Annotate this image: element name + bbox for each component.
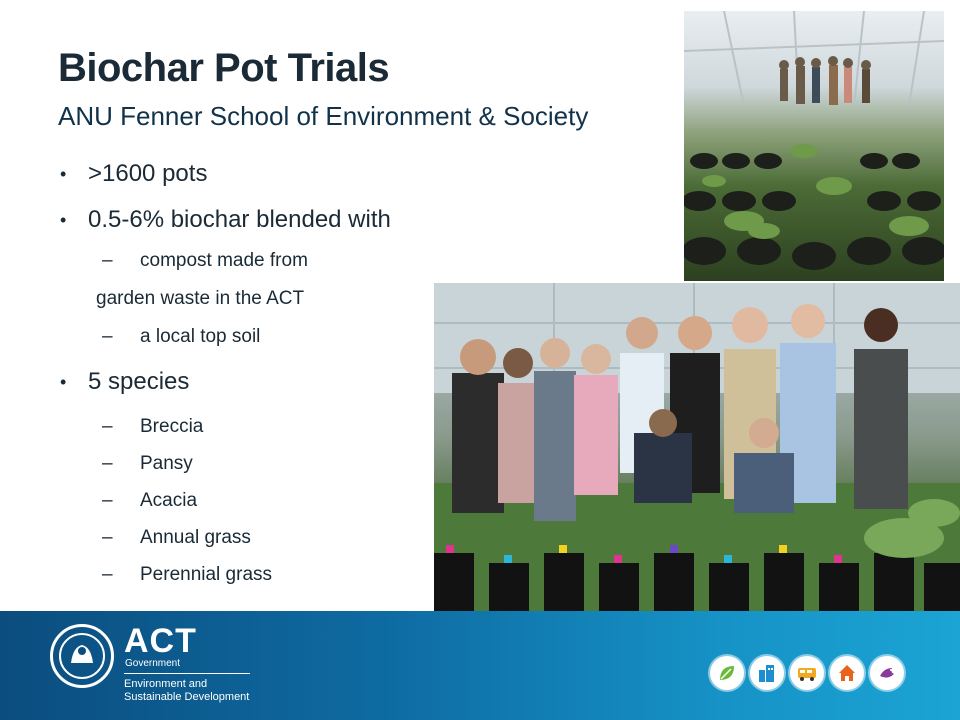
sub-bullet-text: Acacia: [140, 489, 198, 511]
dash-icon: –: [102, 326, 113, 347]
act-logo-text: ACT: [124, 622, 197, 660]
dash-icon: –: [102, 452, 113, 474]
theme-icon-row: [710, 656, 904, 690]
bullet-list: [58, 150, 438, 593]
bullet-item: [58, 356, 438, 408]
sub-bullet-text: a local top soil: [140, 326, 261, 347]
bullet-dot-icon: •: [60, 371, 67, 392]
bullet-item: [58, 150, 438, 198]
department-line-2: Sustainable Development: [124, 691, 250, 703]
continuation-text: garden waste in the ACT: [96, 288, 305, 309]
bullet-text: >1600 pots: [88, 160, 208, 187]
act-crest-icon: [50, 624, 114, 688]
sub-bullet-item: [102, 482, 438, 519]
buildings-icon: [750, 656, 784, 690]
sub-bullet-item: [102, 445, 438, 482]
bullet-dot-icon: •: [60, 209, 67, 230]
greenhouse-photo: [684, 11, 944, 281]
bullet-text: 5 species: [88, 368, 190, 395]
dash-icon: –: [102, 250, 113, 271]
slide-title: Biochar Pot Trials: [58, 46, 390, 90]
sub-bullet-text: Breccia: [140, 415, 204, 437]
sub-bullet-item: [102, 318, 438, 356]
dash-icon: –: [102, 526, 113, 548]
dash-icon: –: [102, 489, 113, 511]
government-text: Government: [125, 658, 181, 669]
slide-subtitle: ANU Fenner School of Environment & Society: [58, 101, 589, 131]
bird-icon: [870, 656, 904, 690]
department-name: [124, 678, 274, 704]
sub-bullet-item: [102, 242, 438, 280]
bullet-dot-icon: •: [60, 163, 67, 184]
department-line-1: Environment and: [124, 678, 208, 690]
leaf-icon: [710, 656, 744, 690]
house-icon: [830, 656, 864, 690]
sub-bullet-text: Pansy: [140, 452, 193, 474]
sub-bullet-item: [102, 408, 438, 445]
dash-icon: –: [102, 415, 113, 437]
research-team-photo: [434, 283, 960, 624]
bullet-text: 0.5-6% biochar blended with: [88, 206, 391, 233]
sub-bullet-text: Annual grass: [140, 526, 251, 548]
sub-bullet-item: [102, 556, 438, 593]
sub-bullet-item: [102, 519, 438, 556]
sub-bullet-text: compost made from: [140, 250, 308, 271]
dash-icon: –: [102, 563, 113, 585]
bus-icon: [790, 656, 824, 690]
logo-divider: [124, 673, 250, 674]
sub-bullet-text: Perennial grass: [140, 563, 273, 585]
bullet-item: [58, 198, 438, 242]
